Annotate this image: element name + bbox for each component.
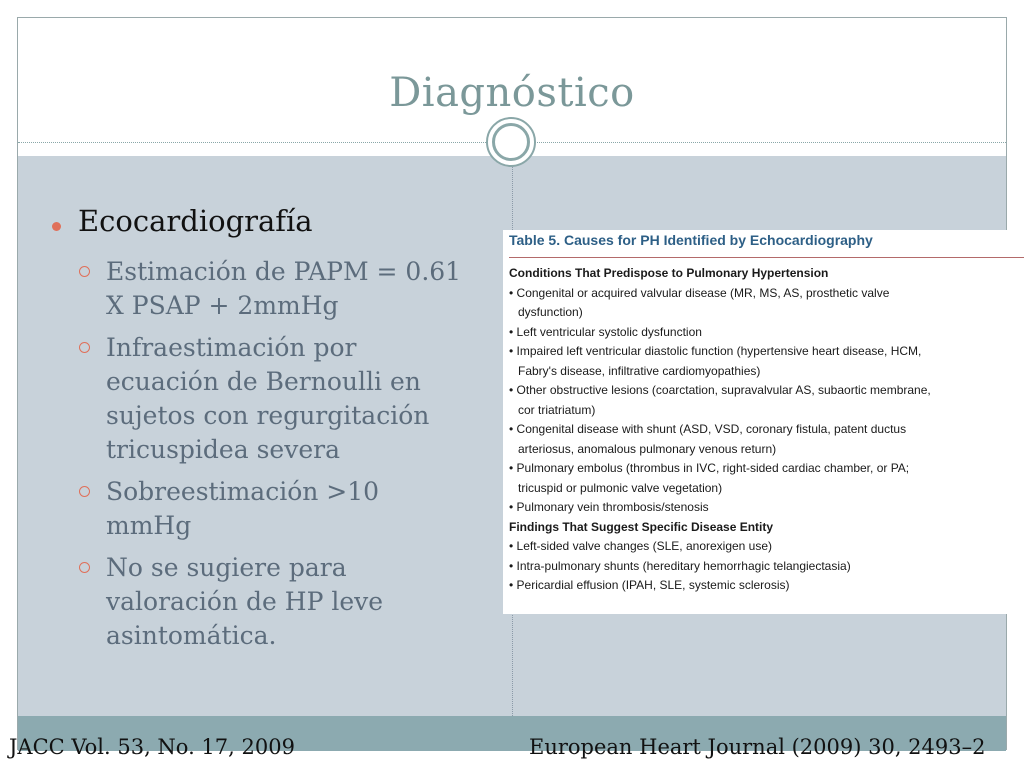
footer-citation-left: JACC Vol. 53, No. 17, 2009 xyxy=(9,735,295,759)
sub-bullet-item xyxy=(52,255,462,323)
table-row: cor triatriatum) xyxy=(518,402,596,417)
table-image xyxy=(503,230,1024,614)
sub-bullet-text: Sobreestimación >10 mmHg xyxy=(106,476,380,540)
table-row: • Impaired left ventricular diastolic function (hypertensive heart disease, HCM, xyxy=(509,344,922,358)
ring-bullet-icon xyxy=(79,266,90,277)
table-row: • Left-sided valve changes (SLE, anorexigen use) xyxy=(509,539,773,553)
slide-title: Diagnóstico xyxy=(389,70,635,116)
sub-bullet-item xyxy=(52,551,462,653)
sub-bullet-list xyxy=(52,255,462,653)
bullet-dot-icon xyxy=(52,222,61,231)
sub-bullet-text: No se sugiere para valoración de HP leve asintomática. xyxy=(106,552,384,650)
table-row: • Left ventricular systolic dysfunction xyxy=(509,324,702,339)
table-title-rule xyxy=(509,257,1024,258)
table-row: • Pulmonary vein thrombosis/stenosis xyxy=(509,500,709,514)
table-row: • Pericardial effusion (IPAH, SLE, systemic sclerosis) xyxy=(509,578,790,592)
table-row: • Congenital disease with shunt (ASD, VSD, coronary fistula, patent ductus xyxy=(509,422,907,436)
table-row: dysfunction) xyxy=(518,305,583,319)
sub-bullet-item xyxy=(52,475,462,543)
footer-citation-right: European Heart Journal (2009) 30, 2493–2 xyxy=(529,735,986,759)
ring-bullet-icon xyxy=(79,562,90,573)
table-row: • Pulmonary embolus (thrombus in IVC, right-sided cardiac chamber, or PA; xyxy=(509,461,910,475)
table-row: • Congenital or acquired valvular disease (MR, MS, AS, prosthetic valve xyxy=(509,285,890,300)
circle-ornament-icon xyxy=(486,117,536,167)
table-body xyxy=(509,264,1024,596)
bullet-list xyxy=(52,204,462,661)
ring-bullet-icon xyxy=(79,342,90,353)
ring-bullet-icon xyxy=(79,486,90,497)
bullet-text: Ecocardiografía xyxy=(78,204,313,238)
table-row: Fabry's disease, infiltrative cardiomyopathies) xyxy=(518,363,761,378)
table-title: Table 5. Causes for PH Identified by Echocardiography xyxy=(509,232,873,248)
sub-bullet-text: Estimación de PAPM = 0.61 X PSAP + 2mmHg xyxy=(106,256,462,320)
bullet-item xyxy=(52,204,462,239)
table-row: • Other obstructive lesions (coarctation, supravalvular AS, subaortic membrane, xyxy=(509,383,931,397)
table-section-heading: Conditions That Predispose to Pulmonary Hypertension xyxy=(509,266,829,280)
table-section-heading: Findings That Suggest Specific Disease Entity xyxy=(509,519,774,534)
circle-inner-ring xyxy=(492,123,530,161)
table-row: arteriosus, anomalous pulmonary venous return) xyxy=(518,441,777,456)
table-row: tricuspid or pulmonic valve vegetation) xyxy=(518,480,723,495)
sub-bullet-text: Infraestimación por ecuación de Bernoulli en sujetos con regurgitación tricuspidea severa xyxy=(106,332,430,464)
sub-bullet-item xyxy=(52,331,462,467)
table-row: • Intra-pulmonary shunts (hereditary hemorrhagic telangiectasia) xyxy=(509,558,851,573)
